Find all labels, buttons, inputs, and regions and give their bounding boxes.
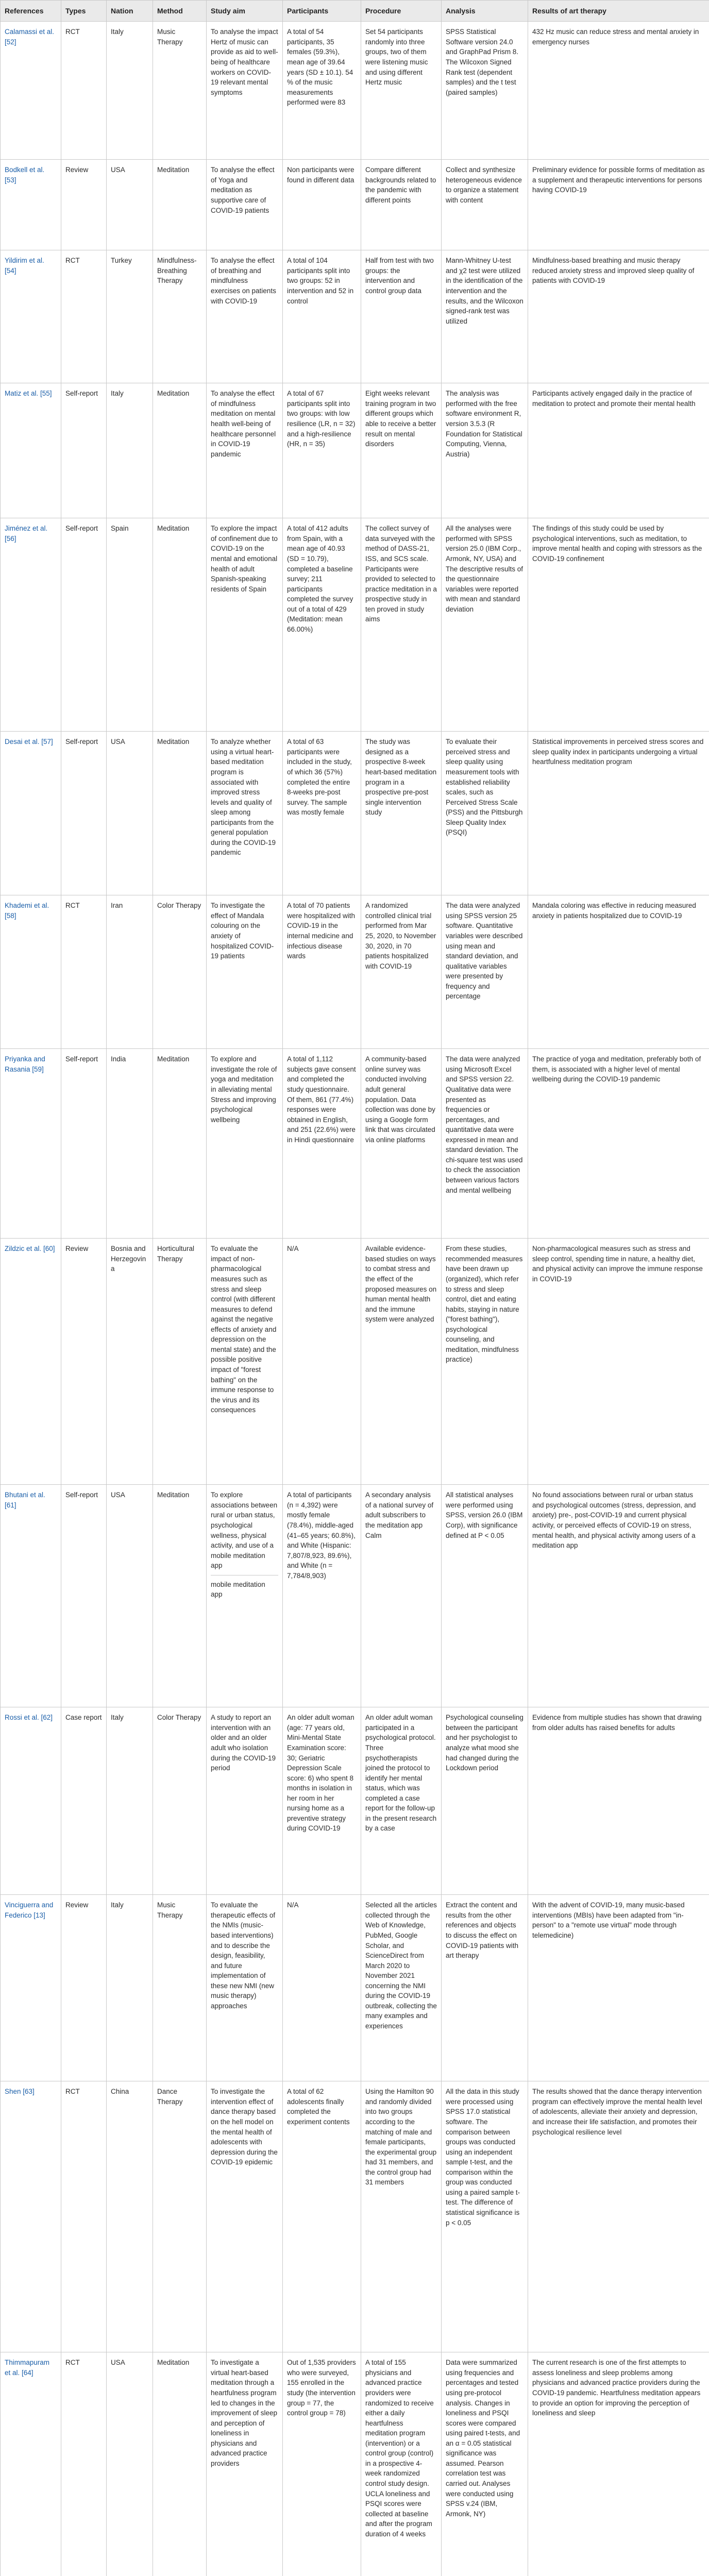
- type-cell-text: RCT: [65, 902, 80, 910]
- table-header: [1, 1, 709, 22]
- reference-cell-text: Matiz et al. [55]: [5, 389, 52, 398]
- study-aim-subnote: mobile meditation app: [211, 1575, 278, 1600]
- nation-cell: [107, 383, 153, 518]
- type-cell: [61, 160, 107, 250]
- method-cell: [153, 518, 207, 732]
- participants-cell-text: A total of 63 participants were included in the study, of which 36 (57%) completed the entire 8-weeks pre-post survey. The sample was mostly female: [287, 738, 352, 817]
- analysis-cell-text: To evaluate their perceived stress and sleep quality using measurement tools with established reliability scales, such as Perceived Stress Scale (PSS) and the Pittsburgh Sleep Quality Index (PSQI): [446, 738, 523, 837]
- results-cell-text: The current research is one of the first attempts to assess loneliness and sleep problems among physicians and advanced practice providers during the COVID-19 pandemic. Heartfulness meditation appears to provide an option for improving the perception of loneliness and sleep: [532, 2359, 701, 2417]
- nation-cell-text: Italy: [111, 28, 124, 36]
- procedure-cell-text: A secondary analysis of a national survey of adult subscribers to the meditation app Calm: [365, 1491, 434, 1539]
- procedure-cell-text: Selected all the articles collected through the Web of Knowledge, PubMed, Google Scholar, and ScienceDirect from March 2020 to November 2021 concerning the NMI during the COVID-19 outbreak, collecting the many examples and experiences: [365, 1901, 437, 2030]
- method-cell: [153, 1707, 207, 1895]
- method-cell-text: Color Therapy: [157, 1714, 201, 1722]
- procedure-cell: [361, 160, 442, 250]
- type-cell: [61, 383, 107, 518]
- participants-cell-text: Out of 1,535 providers who were surveyed, 155 enrolled in the study (the intervention group = 77, the control group = 78): [287, 2359, 356, 2417]
- participants-cell: [283, 250, 361, 383]
- reference-cell[interactable]: [1, 1485, 61, 1707]
- participants-cell-text: A total of 104 participants split into two groups: 52 in intervention and 52 in control: [287, 257, 354, 305]
- study-aim-cell: [207, 732, 283, 895]
- participants-cell-text: N/A: [287, 1901, 299, 1909]
- results-cell-text: Participants actively engaged daily in the practice of meditation to protect and promote their mental health: [532, 389, 696, 408]
- reference-cell-text: Thimmapuram et al. [64]: [5, 2359, 50, 2377]
- method-cell-text: Meditation: [157, 1055, 190, 1063]
- table-row: [1, 1895, 709, 2081]
- procedure-cell: [361, 250, 442, 383]
- nation-cell-text: Spain: [111, 524, 129, 533]
- study-aim-cell-text: To investigate the effect of Mandala colouring on the anxiety of hospitalized COVID-19 patients: [211, 902, 274, 960]
- analysis-cell-text: The data were analyzed using SPSS version 25 software. Quantitative variables were described using mean and standard deviation, and qualitative variables were presented by frequency and percentage: [446, 902, 523, 1001]
- study-aim-cell: [207, 1049, 283, 1239]
- procedure-cell: [361, 1707, 442, 1895]
- method-cell: [153, 1239, 207, 1485]
- procedure-cell-text: A total of 155 physicians and advanced practice providers were randomized to receive either a daily heartfulness meditation program (intervention) or a control group (control) in a prospective 4-week randomized control study design. UCLA loneliness and PSQI scores were collected at baseline and after the program duration of 4 weeks: [365, 2359, 434, 2538]
- type-cell-text: Self-report: [65, 738, 98, 746]
- reference-cell[interactable]: [1, 250, 61, 383]
- analysis-cell: [442, 2081, 528, 2352]
- study-aim-cell-text: To evaluate the therapeutic effects of the NMIs (music-based interventions) and to describe the design, feasibility, and future implementation of these new NMI (new music therapy) approaches: [211, 1901, 276, 2010]
- nation-cell: [107, 2352, 153, 2576]
- reference-cell[interactable]: [1, 895, 61, 1049]
- results-cell-text: Mindfulness-based breathing and music therapy reduced anxiety stress and improved sleep quality of patients with COVID-19: [532, 257, 695, 285]
- nation-cell: [107, 2081, 153, 2352]
- type-cell: [61, 1485, 107, 1707]
- column-header: Nation: [107, 1, 153, 22]
- table-row: [1, 250, 709, 383]
- table-row: [1, 2352, 709, 2576]
- reference-cell[interactable]: [1, 1049, 61, 1239]
- type-cell-text: RCT: [65, 2359, 80, 2367]
- study-aim-cell-text: To analyze whether using a virtual heart-based meditation program is associated with improved stress levels and quality of sleep among participants from the general population during the COVID-19 pandemic: [211, 738, 276, 857]
- method-cell: [153, 250, 207, 383]
- method-cell-text: Meditation: [157, 389, 190, 398]
- participants-cell-text: A total of 70 patients were hospitalized with COVID-19 in the internal medicine and infectious disease wards: [287, 902, 356, 960]
- analysis-cell: [442, 1895, 528, 2081]
- procedure-cell-text: Set 54 participants randomly into three groups, two of them were listening music and using different Hertz music: [365, 28, 428, 87]
- nation-cell: [107, 1485, 153, 1707]
- method-cell-text: Horticultural Therapy: [157, 1245, 195, 1263]
- analysis-cell: [442, 22, 528, 160]
- method-cell: [153, 2081, 207, 2352]
- table-row: [1, 1485, 709, 1707]
- nation-cell: [107, 1049, 153, 1239]
- procedure-cell: [361, 2081, 442, 2352]
- analysis-cell-text: Collect and synthesize heterogeneous evidence to organize a statement with content: [446, 166, 522, 204]
- procedure-cell-text: A randomized controlled clinical trial performed from Mar 25, 2020, to November 30, 2020, in 70 patients hospitalized with COVID-19: [365, 902, 436, 970]
- nation-cell-text: Italy: [111, 1901, 124, 1909]
- method-cell: [153, 2352, 207, 2576]
- results-cell: [528, 518, 709, 732]
- analysis-cell: [442, 160, 528, 250]
- column-header: Study aim: [207, 1, 283, 22]
- nation-cell: [107, 732, 153, 895]
- results-cell: [528, 895, 709, 1049]
- study-aim-cell-text: To analyse the effect of breathing and mindfulness exercises on patients with COVID-19: [211, 257, 276, 305]
- results-cell-text: The results showed that the dance therapy intervention program can effectively improve the mental health level of adolescents, alleviate their anxiety and depression, and increase their life satisfaction, and promotes their psychological resilience level: [532, 2088, 702, 2136]
- results-cell-text: Evidence from multiple studies has shown that drawing from older adults has raised benefits for adults: [532, 1714, 702, 1732]
- method-cell-text: Color Therapy: [157, 902, 201, 910]
- type-cell: [61, 1895, 107, 2081]
- nation-cell: [107, 1239, 153, 1485]
- analysis-cell-text: Extract the content and results from the other references and objects to discuss the effect on COVID-19 patients with art therapy: [446, 1901, 519, 1960]
- procedure-cell-text: Eight weeks relevant training program in two different groups which able to receive a better result on mental disorders: [365, 389, 436, 448]
- reference-cell[interactable]: [1, 22, 61, 160]
- procedure-cell-text: A community-based online survey was conducted involving adult general population. Data collection was done by using a Google form link that was circulated via online platforms: [365, 1055, 435, 1144]
- column-header: Procedure: [361, 1, 442, 22]
- reference-cell[interactable]: [1, 2352, 61, 2576]
- results-cell-text: The findings of this study could be used by psychological interventions, such as meditation, to improve mental health and coping with stressors as the COVID-19 confinement: [532, 524, 702, 563]
- nation-cell-text: Italy: [111, 389, 124, 398]
- analysis-cell: [442, 250, 528, 383]
- procedure-cell-text: Compare different backgrounds related to the pandemic with different points: [365, 166, 436, 204]
- method-cell-text: Music Therapy: [157, 1901, 183, 1919]
- analysis-cell-text: From these studies, recommended measures have been drawn up (organized), which refer to stress and sleep control, diet and eating habits, staying in nature ("forest bathing"), psychological counseling, and meditation, mindfulness practice): [446, 1245, 523, 1364]
- type-cell: [61, 22, 107, 160]
- type-cell: [61, 1239, 107, 1485]
- nation-cell-text: India: [111, 1055, 126, 1063]
- participants-cell-text: N/A: [287, 1245, 299, 1253]
- participants-cell-text: A total of 54 participants, 35 females (59.3%), mean age of 39.64 years (SD ± 10.1). 54 % of the music measurements performed were 83: [287, 28, 353, 107]
- procedure-cell: [361, 518, 442, 732]
- reference-cell-text: Priyanka and Rasania [59]: [5, 1055, 45, 1073]
- participants-cell-text: A total of 67 participants split into two groups: with low resilience (LR, n = 32) and a high-resilience (HR, n = 35): [287, 389, 356, 448]
- reference-cell-text: Rossi et al. [62]: [5, 1714, 53, 1722]
- study-aim-cell: [207, 895, 283, 1049]
- reference-cell[interactable]: [1, 160, 61, 250]
- results-cell: [528, 1485, 709, 1707]
- method-cell-text: Meditation: [157, 524, 190, 533]
- procedure-cell: [361, 383, 442, 518]
- reference-cell-text: Calamassi et al. [52]: [5, 28, 55, 46]
- study-aim-cell-text: To analyse the effect of mindfulness meditation on mental health well-being of healthcare personnel in COVID-19 pandemic: [211, 389, 276, 458]
- results-cell-text: Non-pharmacological measures such as stress and sleep control, spending time in nature, a healthy diet, and physical activity can improve the immune response in COVID-19: [532, 1245, 703, 1283]
- reference-cell[interactable]: [1, 2081, 61, 2352]
- method-cell: [153, 160, 207, 250]
- column-header: Participants: [283, 1, 361, 22]
- table-row: [1, 518, 709, 732]
- participants-cell: [283, 2352, 361, 2576]
- participants-cell-text: A total of 62 adolescents finally completed the experiment contents: [287, 2088, 350, 2126]
- table-row: [1, 160, 709, 250]
- study-aim-cell-text: To explore associations between rural or urban status, psychological wellness, physical activity, and use of a mobile meditation app: [211, 1491, 278, 1570]
- participants-cell: [283, 1049, 361, 1239]
- study-aim-cell: [207, 518, 283, 732]
- reference-cell-text: Jiménez et al. [56]: [5, 524, 48, 543]
- procedure-cell-text: The study was designed as a prospective 8-week heart-based meditation program in a prospective pre-post single intervention study: [365, 738, 437, 817]
- analysis-cell: [442, 383, 528, 518]
- table-row: [1, 732, 709, 895]
- reference-cell-text: Shen [63]: [5, 2088, 35, 2096]
- results-cell-text: Preliminary evidence for possible forms of meditation as a supplement and therapeutic interventions for persons having COVID-19: [532, 166, 705, 194]
- nation-cell: [107, 160, 153, 250]
- reference-cell-text: Desai et al. [57]: [5, 738, 53, 746]
- type-cell: [61, 2081, 107, 2352]
- type-cell: [61, 1707, 107, 1895]
- participants-cell-text: A total of 412 adults from Spain, with a mean age of 40.93 (SD = 10.79), completed a baseline survey; 211 participants completed the survey out of a total of 429 (Meditation: mean 66.00%): [287, 524, 353, 633]
- reference-cell[interactable]: [1, 1895, 61, 2081]
- type-cell: [61, 1049, 107, 1239]
- method-cell-text: Meditation: [157, 2359, 190, 2367]
- study-aim-cell: [207, 2081, 283, 2352]
- type-cell-text: Self-report: [65, 1491, 98, 1499]
- study-aim-cell: [207, 1895, 283, 2081]
- nation-cell: [107, 895, 153, 1049]
- participants-cell: [283, 2081, 361, 2352]
- study-aim-cell-text: To explore the impact of confinement due to COVID-19 on the mental and emotional health of adult Spanish-speaking residents of Spain: [211, 524, 278, 593]
- study-aim-cell: [207, 1707, 283, 1895]
- reference-cell-text: Khademi et al. [58]: [5, 902, 49, 920]
- type-cell-text: RCT: [65, 28, 80, 36]
- results-cell: [528, 2081, 709, 2352]
- study-aim-cell: [207, 250, 283, 383]
- nation-cell: [107, 22, 153, 160]
- results-cell: [528, 2352, 709, 2576]
- results-cell-text: The practice of yoga and meditation, preferably both of them, is associated with a higher level of mental wellbeing during the COVID-19 pandemic: [532, 1055, 701, 1083]
- study-aim-cell-text: To analyse the impact Hertz of music can provide as aid to well-being of healthcare workers on COVID-19 relevant mental symptoms: [211, 28, 278, 96]
- procedure-cell-text: Using the Hamilton 90 and randomly divided into two groups according to the matching of male and female participants, the experimental group had 31 members, and the control group had 31 members: [365, 2088, 437, 2187]
- study-aim-cell: [207, 1239, 283, 1485]
- analysis-cell-text: All the data in this study were processed using SPSS 17.0 statistical software. The comparison between groups was conducted using an independent sample t-test, and the comparison within the group was conducted using a paired sample t-test. The difference of statistical significance is p < 0.05: [446, 2088, 520, 2227]
- study-aim-cell-text: To explore and investigate the role of yoga and meditation in alleviating mental Stress and improving psychological wellbeing: [211, 1055, 277, 1124]
- reference-cell-text: Yildirim et al. [54]: [5, 257, 44, 275]
- method-cell-text: Mindfulness-Breathing Therapy: [157, 257, 197, 285]
- table-row: [1, 2081, 709, 2352]
- procedure-cell: [361, 1239, 442, 1485]
- nation-cell-text: USA: [111, 166, 125, 174]
- analysis-cell-text: Psychological counseling between the participant and her psychologist to analyze what mood she had changed during the Lockdown period: [446, 1714, 524, 1772]
- analysis-cell: [442, 1239, 528, 1485]
- table-row: [1, 1707, 709, 1895]
- method-cell-text: Meditation: [157, 166, 190, 174]
- procedure-cell: [361, 1895, 442, 2081]
- column-header: Results of art therapy: [528, 1, 709, 22]
- reference-cell[interactable]: [1, 383, 61, 518]
- study-aim-cell: [207, 383, 283, 518]
- results-cell: [528, 160, 709, 250]
- nation-cell-text: Italy: [111, 1714, 124, 1722]
- analysis-cell-text: The analysis was performed with the free software environment R, version 3.5.3 (R Foundation for Statistical Computing, Vienna, Austria): [446, 389, 522, 458]
- reference-cell-text: Vinciguerra and Federico [13]: [5, 1901, 54, 1919]
- table-row: [1, 383, 709, 518]
- type-cell-text: Self-report: [65, 524, 98, 533]
- method-cell: [153, 22, 207, 160]
- results-cell: [528, 250, 709, 383]
- participants-cell: [283, 732, 361, 895]
- type-cell-text: Case report: [65, 1714, 102, 1722]
- results-cell-text: 432 Hz music can reduce stress and mental anxiety in emergency nurses: [532, 28, 699, 46]
- participants-cell-text: Non participants were found in different data: [287, 166, 354, 184]
- participants-cell-text: A total of participants (n = 4,392) were mostly female (78.4%), middle-aged (41–65 years; 60.8%), and White (Hispanic: 7,807/8,923, 89.6%), and White (n = 7,784/8,903): [287, 1491, 356, 1580]
- results-cell: [528, 732, 709, 895]
- reference-cell-text: Bodkell et al. [53]: [5, 166, 45, 184]
- reference-cell-text: Bhutani et al. [61]: [5, 1491, 45, 1509]
- nation-cell-text: China: [111, 2088, 129, 2096]
- procedure-cell: [361, 22, 442, 160]
- type-cell: [61, 250, 107, 383]
- study-aim-cell-text: A study to report an intervention with an older and an older adult who isolation during the COVID-19 period: [211, 1714, 276, 1772]
- results-cell: [528, 383, 709, 518]
- type-cell: [61, 732, 107, 895]
- type-cell-text: Self-report: [65, 1055, 98, 1063]
- study-aim-cell: [207, 160, 283, 250]
- participants-cell: [283, 1485, 361, 1707]
- analysis-cell-text: All statistical analyses were performed using SPSS, version 26.0 (IBM Corp), with significance defined at P < 0.05: [446, 1491, 523, 1539]
- column-header: Types: [61, 1, 107, 22]
- table-row: [1, 1049, 709, 1239]
- method-cell-text: Dance Therapy: [157, 2088, 183, 2106]
- study-aim-cell: [207, 1485, 283, 1707]
- method-cell-text: Music Therapy: [157, 28, 183, 46]
- table-row: [1, 895, 709, 1049]
- analysis-cell: [442, 732, 528, 895]
- study-aim-cell-text: To evaluate the impact of non-pharmacological measures such as stress and sleep control (with different measures to defend against the negative effects of anxiety and depression on the mental state) and the possible positive impact of "forest bathing" on the immune response to the virus and its consequences: [211, 1245, 277, 1414]
- nation-cell: [107, 1707, 153, 1895]
- type-cell-text: RCT: [65, 257, 80, 265]
- analysis-cell-text: The data were analyzed using Microsoft Excel and SPSS version 22. Qualitative data were presented as frequencies or percentages, and quantitative data were expressed in mean and standard deviation. The chi-square test was used to check the association between various factors and mental wellbeing: [446, 1055, 523, 1194]
- method-cell: [153, 1485, 207, 1707]
- results-cell: [528, 22, 709, 160]
- study-aim-cell-text: To investigate the intervention effect of dance therapy based on the hell model on the mental health of adolescents with depression during the COVID-19 epidemic: [211, 2088, 278, 2166]
- type-cell-text: Review: [65, 1245, 89, 1253]
- participants-cell: [283, 1707, 361, 1895]
- analysis-cell: [442, 2352, 528, 2576]
- analysis-cell: [442, 1485, 528, 1707]
- header-row: [1, 1, 709, 22]
- procedure-cell-text: An older adult woman participated in a psychological protocol. Three psychotherapists joined the protocol to identify her mental status, which was completed a case report for the follow-up in the present research by a case: [365, 1714, 437, 1833]
- participants-cell: [283, 518, 361, 732]
- nation-cell-text: USA: [111, 2359, 125, 2367]
- results-cell: [528, 1239, 709, 1485]
- method-cell: [153, 732, 207, 895]
- analysis-cell: [442, 1049, 528, 1239]
- results-cell: [528, 1049, 709, 1239]
- nation-cell-text: Turkey: [111, 257, 132, 265]
- results-cell: [528, 1707, 709, 1895]
- type-cell-text: Review: [65, 1901, 89, 1909]
- analysis-cell: [442, 895, 528, 1049]
- column-header: Method: [153, 1, 207, 22]
- reference-cell[interactable]: [1, 518, 61, 732]
- results-cell-text: With the advent of COVID-19, many music-based interventions (MBIs) have been adapted from "in-person" to a "remote use virtual" mode through telemedicine): [532, 1901, 685, 1939]
- method-cell-text: Meditation: [157, 1491, 190, 1499]
- procedure-cell-text: Available evidence-based studies on ways to combat stress and the effect of the proposed measures on human mental health and the immune system were analyzed: [365, 1245, 437, 1324]
- nation-cell: [107, 518, 153, 732]
- type-cell: [61, 895, 107, 1049]
- procedure-cell: [361, 732, 442, 895]
- method-cell-text: Meditation: [157, 738, 190, 746]
- column-header: References: [1, 1, 61, 22]
- procedure-cell: [361, 2352, 442, 2576]
- participants-cell: [283, 383, 361, 518]
- analysis-cell: [442, 1707, 528, 1895]
- nation-cell-text: USA: [111, 738, 125, 746]
- procedure-cell: [361, 1485, 442, 1707]
- participants-cell: [283, 1895, 361, 2081]
- procedure-cell: [361, 895, 442, 1049]
- study-aim-cell-text: To analyse the effect of Yoga and meditation as supportive care of COVID-19 patients: [211, 166, 275, 214]
- procedure-cell-text: Half from test with two groups: the intervention and control group data: [365, 257, 434, 295]
- analysis-cell-text: All the analyses were performed with SPSS version 25.0 (IBM Corp., Armonk, NY, USA) and The descriptive results of the questionnaire variables were reported with mean and standard deviation: [446, 524, 524, 613]
- participants-cell-text: An older adult woman (age: 77 years old, Mini-Mental State Examination score: 30; Geriatric Depression Scale score: 6) who spent 8 months in isolation in her room in her nursing home as a preventive strategy during COVID-19: [287, 1714, 354, 1833]
- analysis-cell: [442, 518, 528, 732]
- participants-cell: [283, 22, 361, 160]
- analysis-cell-text: Data were summarized using frequencies and percentages and tested using pre-protocol analysis. Changes in loneliness and PSQI scores were compared using paired t-tests, and an α = 0.05 statistical significance was assumed. Pearson correlation test was carried out. Analyses were conducted using SPSS v.24 (IBM, Armonk, NY): [446, 2359, 520, 2518]
- type-cell-text: Review: [65, 166, 89, 174]
- type-cell: [61, 518, 107, 732]
- method-cell: [153, 1049, 207, 1239]
- type-cell: [61, 2352, 107, 2576]
- reference-cell[interactable]: [1, 1707, 61, 1895]
- participants-cell: [283, 1239, 361, 1485]
- analysis-cell-text: Mann-Whitney U-test and χ2 test were utilized in the identification of the intervention and the results, and the Wilcoxon signed-rank test was utilized: [446, 257, 524, 325]
- results-cell: [528, 1895, 709, 2081]
- nation-cell-text: USA: [111, 1491, 125, 1499]
- results-cell-text: Statistical improvements in perceived stress scores and sleep quality index in participants undergoing a virtual heartfulness meditation program: [532, 738, 704, 766]
- study-aim-cell: [207, 22, 283, 160]
- nation-cell-text: Bosnia and Herzegovina: [111, 1245, 146, 1273]
- reference-cell-text: Zildzic et al. [60]: [5, 1245, 55, 1253]
- table-row: [1, 22, 709, 160]
- results-cell-text: No found associations between rural or urban status and psychological outcomes (stress, depression, and anxiety) pre-, post-COVID-19 and current physical activity, or perceived effects of COVID-19 on stress, mental health, and physical activity among users of a meditation app: [532, 1491, 696, 1550]
- method-cell: [153, 383, 207, 518]
- procedure-cell-text: The collect survey of data surveyed with the method of DASS-21, ISS, and SCS scale. Participants were provided to selected to practice meditation in a prospective study in ten proved in study aims: [365, 524, 437, 623]
- method-cell: [153, 895, 207, 1049]
- column-header: Analysis: [442, 1, 528, 22]
- participants-cell: [283, 160, 361, 250]
- reference-cell[interactable]: [1, 732, 61, 895]
- type-cell-text: Self-report: [65, 389, 98, 398]
- reference-cell[interactable]: [1, 1239, 61, 1485]
- method-cell: [153, 1895, 207, 2081]
- nation-cell: [107, 250, 153, 383]
- results-cell-text: Mandala coloring was effective in reducing measured anxiety in patients hospitalized due to COVID-19: [532, 902, 696, 920]
- participants-cell: [283, 895, 361, 1049]
- table-body: [1, 22, 709, 2576]
- type-cell-text: RCT: [65, 2088, 80, 2096]
- procedure-cell: [361, 1049, 442, 1239]
- study-aim-cell: [207, 2352, 283, 2576]
- nation-cell: [107, 1895, 153, 2081]
- participants-cell-text: A total of 1,112 subjects gave consent and completed the study questionnaire. Of them, 861 (77.4%) responses were obtained in English, and 251 (22.6%) were in Hindi questionnaire: [287, 1055, 356, 1144]
- analysis-cell-text: SPSS Statistical Software version 24.0 and GraphPad Prism 8. The Wilcoxon Signed Rank test (dependent samples) and the t test (paired samples): [446, 28, 519, 96]
- nation-cell-text: Iran: [111, 902, 123, 910]
- table-row: [1, 1239, 709, 1485]
- study-aim-cell-text: To investigate a virtual heart-based meditation through a heartfulness program led to changes in the improvement of sleep and perception of loneliness in physicians and advanced practice providers: [211, 2359, 278, 2467]
